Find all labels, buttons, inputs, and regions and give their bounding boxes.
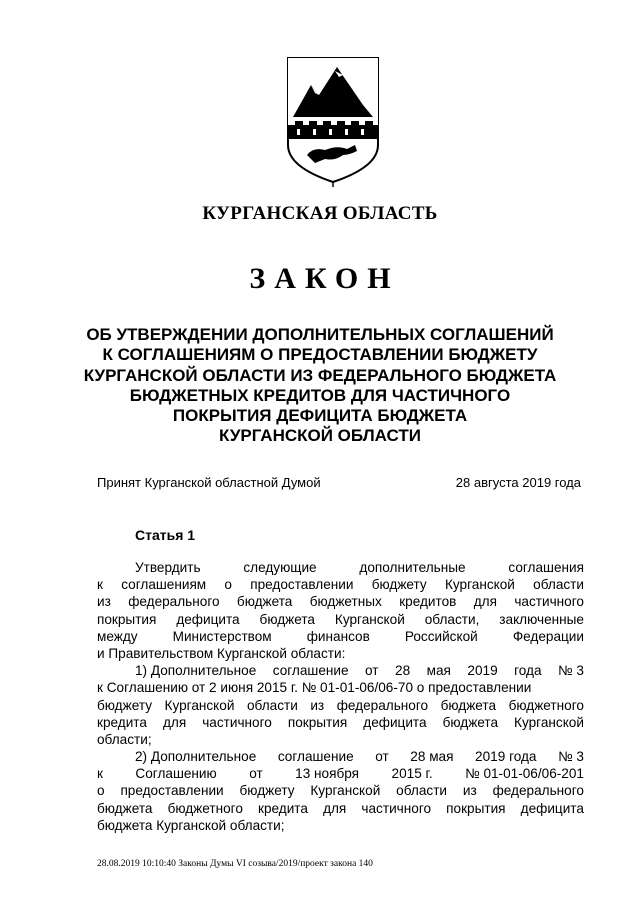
heading-line: БЮДЖЕТНЫХ КРЕДИТОВ ДЛЯ ЧАСТИЧНОГО — [129, 385, 511, 405]
word: от — [365, 663, 379, 679]
paragraph-line — [97, 817, 584, 834]
word: бюджета — [97, 800, 153, 816]
word: от — [375, 749, 389, 765]
word: области — [533, 577, 584, 593]
word: Курганской — [444, 577, 515, 593]
adopted-by: Принят Курганской областной Думой — [97, 475, 321, 490]
word: о — [224, 577, 232, 593]
word: дефицита — [176, 611, 240, 627]
adoption-date: 28 августа 2019 года — [455, 475, 581, 490]
word: к — [97, 577, 103, 593]
word: частичного — [361, 800, 432, 816]
article-title: Статья 1 — [135, 527, 196, 543]
word: области — [246, 697, 298, 713]
article-body — [97, 559, 584, 834]
word: № 01-01-06/06-201 — [465, 766, 584, 782]
word: мая — [426, 663, 451, 679]
word: соглашение — [277, 749, 354, 765]
word: бюджета Курганской области; — [97, 817, 285, 833]
word: года — [514, 663, 542, 679]
word: для — [323, 800, 347, 816]
word: Федерации — [512, 628, 584, 644]
paragraph-line — [97, 628, 584, 645]
paragraph-line — [97, 800, 584, 817]
paragraph-line — [97, 611, 584, 628]
word: бюджету — [239, 783, 295, 799]
word: Курганской — [334, 611, 405, 627]
word: бюджетного — [508, 697, 584, 713]
paragraph-line — [97, 782, 584, 799]
paragraph-line — [97, 576, 584, 593]
heading-line: К СОГЛАШЕНИЯМ О ПРЕДОСТАВЛЕНИИ БЮДЖЕТУ — [102, 345, 538, 365]
word: к — [97, 766, 103, 782]
word: для — [473, 594, 497, 610]
coat-of-arms-emblem — [285, 55, 381, 187]
word: 2015 г. — [391, 766, 433, 782]
word: бюджету — [97, 697, 152, 713]
word: бюджета — [259, 611, 315, 627]
word: бюджета — [440, 697, 497, 713]
heading-line: КУРГАНСКОЙ ОБЛАСТИ ИЗ ФЕДЕРАЛЬНОГО БЮДЖЕТА — [83, 365, 557, 385]
region-title: КУРГАНСКАЯ ОБЛАСТЬ — [202, 203, 438, 224]
word: Соглашению — [135, 766, 217, 782]
word: соглашение — [272, 663, 349, 679]
word: 13 ноября — [295, 766, 360, 782]
adoption-info — [97, 475, 581, 490]
heading-line: КУРГАНСКОЙ ОБЛАСТИ — [219, 426, 421, 446]
paragraph-line — [97, 731, 584, 748]
word: Курганской — [164, 697, 235, 713]
word: бюджета — [442, 714, 499, 730]
word: Российской — [404, 628, 478, 644]
word: соглашения — [508, 560, 584, 575]
word: о — [97, 783, 105, 799]
word: из — [310, 697, 325, 713]
paragraph-line — [97, 748, 584, 765]
word: бюджету — [371, 577, 427, 593]
word: 28 мая — [410, 749, 454, 765]
word: области — [396, 783, 448, 799]
word: области, — [424, 611, 480, 627]
paragraph-line — [97, 559, 584, 576]
word: бюджетного — [167, 800, 243, 816]
word: из — [462, 783, 477, 799]
word: 2019 — [467, 663, 498, 679]
word: № 3 — [558, 663, 584, 679]
word: области; — [97, 731, 152, 747]
word: покрытия — [287, 714, 348, 730]
heading-line: ПОКРЫТИЯ ДЕФИЦИТА БЮДЖЕТА — [172, 406, 468, 426]
word: бюджетных — [309, 594, 382, 610]
word: 2) Дополнительное — [135, 749, 257, 765]
word: предоставлении — [120, 783, 224, 799]
word: 28 — [395, 663, 411, 679]
word: заключенные — [499, 611, 584, 627]
word: Курганской — [310, 783, 381, 799]
word: кредита — [97, 714, 147, 730]
word: финансов — [306, 628, 370, 644]
word: к Соглашению от 2 июня 2015 г. № 01-01-06/06-70 о предоставлении — [97, 680, 532, 696]
paragraph-line — [97, 765, 584, 782]
word: бюджета — [236, 594, 293, 610]
word: соглашениям — [121, 577, 207, 593]
word: федерального — [128, 594, 220, 610]
word: дефицита — [363, 714, 427, 730]
word: и Правительством Курганской области: — [97, 645, 346, 661]
word: из — [97, 594, 111, 610]
word: предоставлении — [250, 577, 354, 593]
word: частичного — [202, 714, 272, 730]
footer-path: 28.08.2019 10:10:40 Законы Думы VI созыва/2019/проект закона 140 — [97, 859, 373, 869]
law-heading — [80, 325, 560, 447]
word: Утвердить — [135, 560, 201, 575]
word: покрытия — [97, 611, 157, 627]
word: дополнительные — [359, 560, 466, 575]
word: частичного — [514, 594, 584, 610]
paragraph-line — [97, 593, 584, 610]
word: Курганской — [514, 714, 584, 730]
word: покрытия — [446, 800, 506, 816]
paragraph-line — [97, 714, 584, 731]
heading-line: ОБ УТВЕРЖДЕНИИ ДОПОЛНИТЕЛЬНЫХ СОГЛАШЕНИЙ — [86, 325, 554, 344]
word: следующие — [243, 560, 317, 575]
word: от — [249, 766, 263, 782]
law-title: ЗАКОН — [249, 262, 400, 295]
word: № 3 — [558, 749, 584, 765]
paragraph-line — [97, 697, 584, 714]
word: федерального — [336, 697, 429, 713]
word: 2019 года — [475, 749, 537, 765]
word: для — [162, 714, 187, 730]
word: дефицита — [520, 800, 584, 816]
word: между — [97, 628, 138, 644]
word: кредита — [258, 800, 308, 816]
word: федерального — [492, 783, 584, 799]
paragraph-line — [97, 679, 584, 696]
word: Министерством — [172, 628, 272, 644]
paragraph-line — [97, 645, 584, 662]
word: 1) Дополнительное — [135, 663, 257, 679]
word: кредитов — [399, 594, 457, 610]
paragraph-line — [97, 662, 584, 679]
